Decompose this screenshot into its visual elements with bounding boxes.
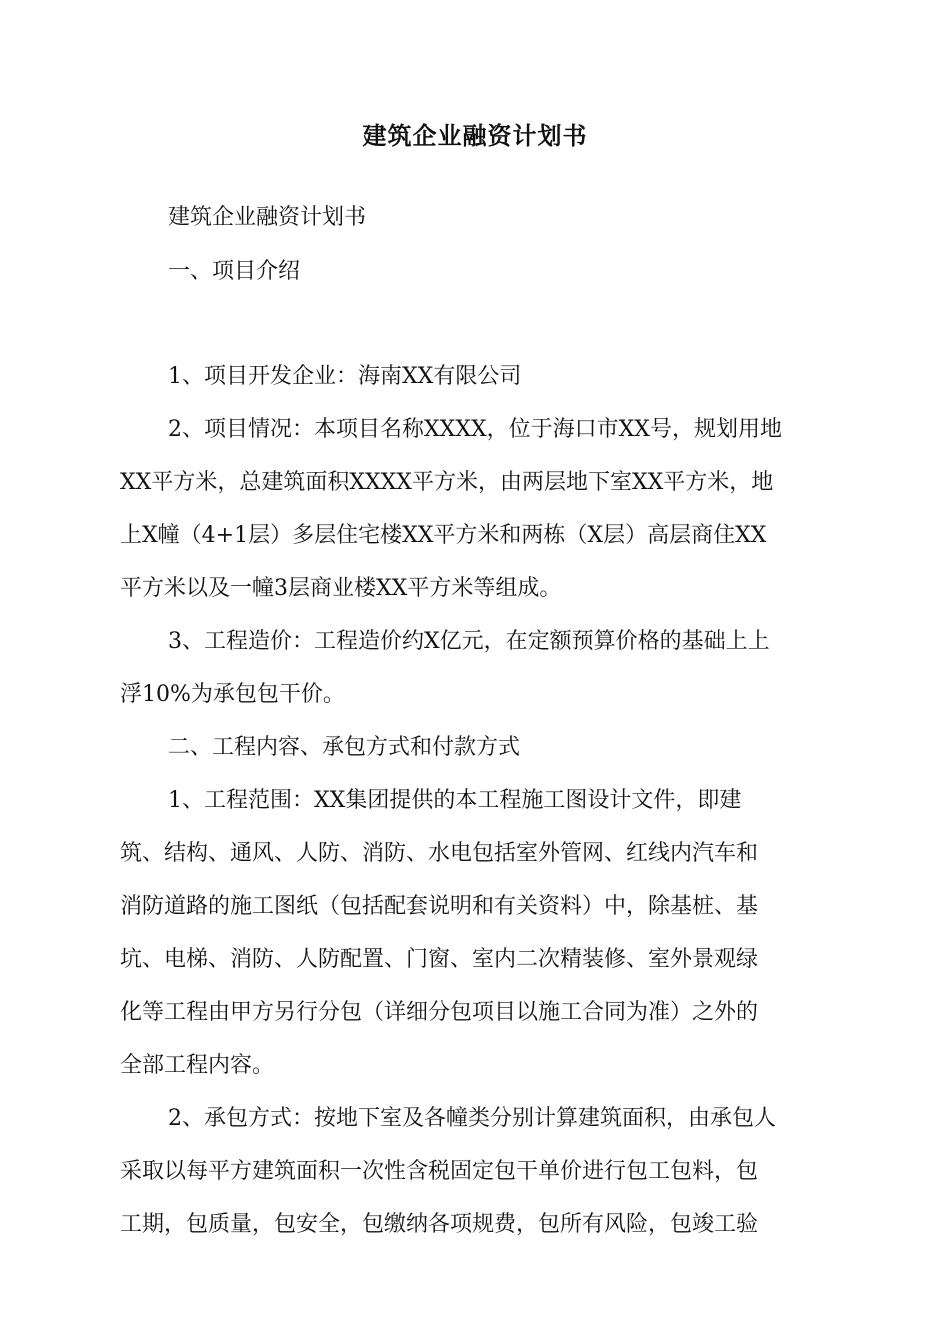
section-heading-1: 一、项目介绍 [168,259,301,284]
paragraph-line: 消防道路的施工图纸（包括配套说明和有关资料）中，除基桩、基 [120,894,759,919]
paragraph-line: 浮10%为承包包干价。 [120,682,345,707]
paragraph-line: 1、工程范围：XX集团提供的本工程施工图设计文件，即建 [168,788,742,813]
paragraph-line: 工期，包质量，包安全，包缴纳各项规费，包所有风险，包竣工验 [120,1212,759,1237]
paragraph-line: 2、项目情况：本项目名称XXXX，位于海口市XX号，规划用地 [168,417,782,442]
paragraph-line: 1、项目开发企业：海南XX有限公司 [168,364,522,389]
paragraph-line: 平方米以及一幢3层商业楼XX平方米等组成。 [120,576,562,601]
paragraph-line: 坑、电梯、消防、人防配置、门窗、室内二次精装修、室外景观绿 [120,947,759,972]
paragraph-line: XX平方米，总建筑面积XXXX平方米，由两层地下室XX平方米，地 [120,470,774,495]
paragraph-line: 3、工程造价：工程造价约X亿元，在定额预算价格的基础上上 [168,629,770,654]
paragraph-line: 筑、结构、通风、人防、消防、水电包括室外管网、红线内汽车和 [120,841,759,866]
subtitle-line: 建筑企业融资计划书 [168,205,367,230]
document-title: 建筑企业融资计划书 [362,122,588,150]
paragraph-line: 采取以每平方建筑面积一次性含税固定包干单价进行包工包料，包 [120,1159,759,1184]
section-heading-2: 二、工程内容、承包方式和付款方式 [168,735,521,760]
paragraph-line: 化等工程由甲方另行分包（详细分包项目以施工合同为准）之外的 [120,1000,759,1025]
paragraph-line: 2、承包方式：按地下室及各幢类分别计算建筑面积，由承包人 [168,1106,776,1131]
paragraph-line: 上X幢（4+1层）多层住宅楼XX平方米和两栋（X层）高层商住XX [120,523,767,548]
paragraph-line: 全部工程内容。 [120,1053,275,1078]
